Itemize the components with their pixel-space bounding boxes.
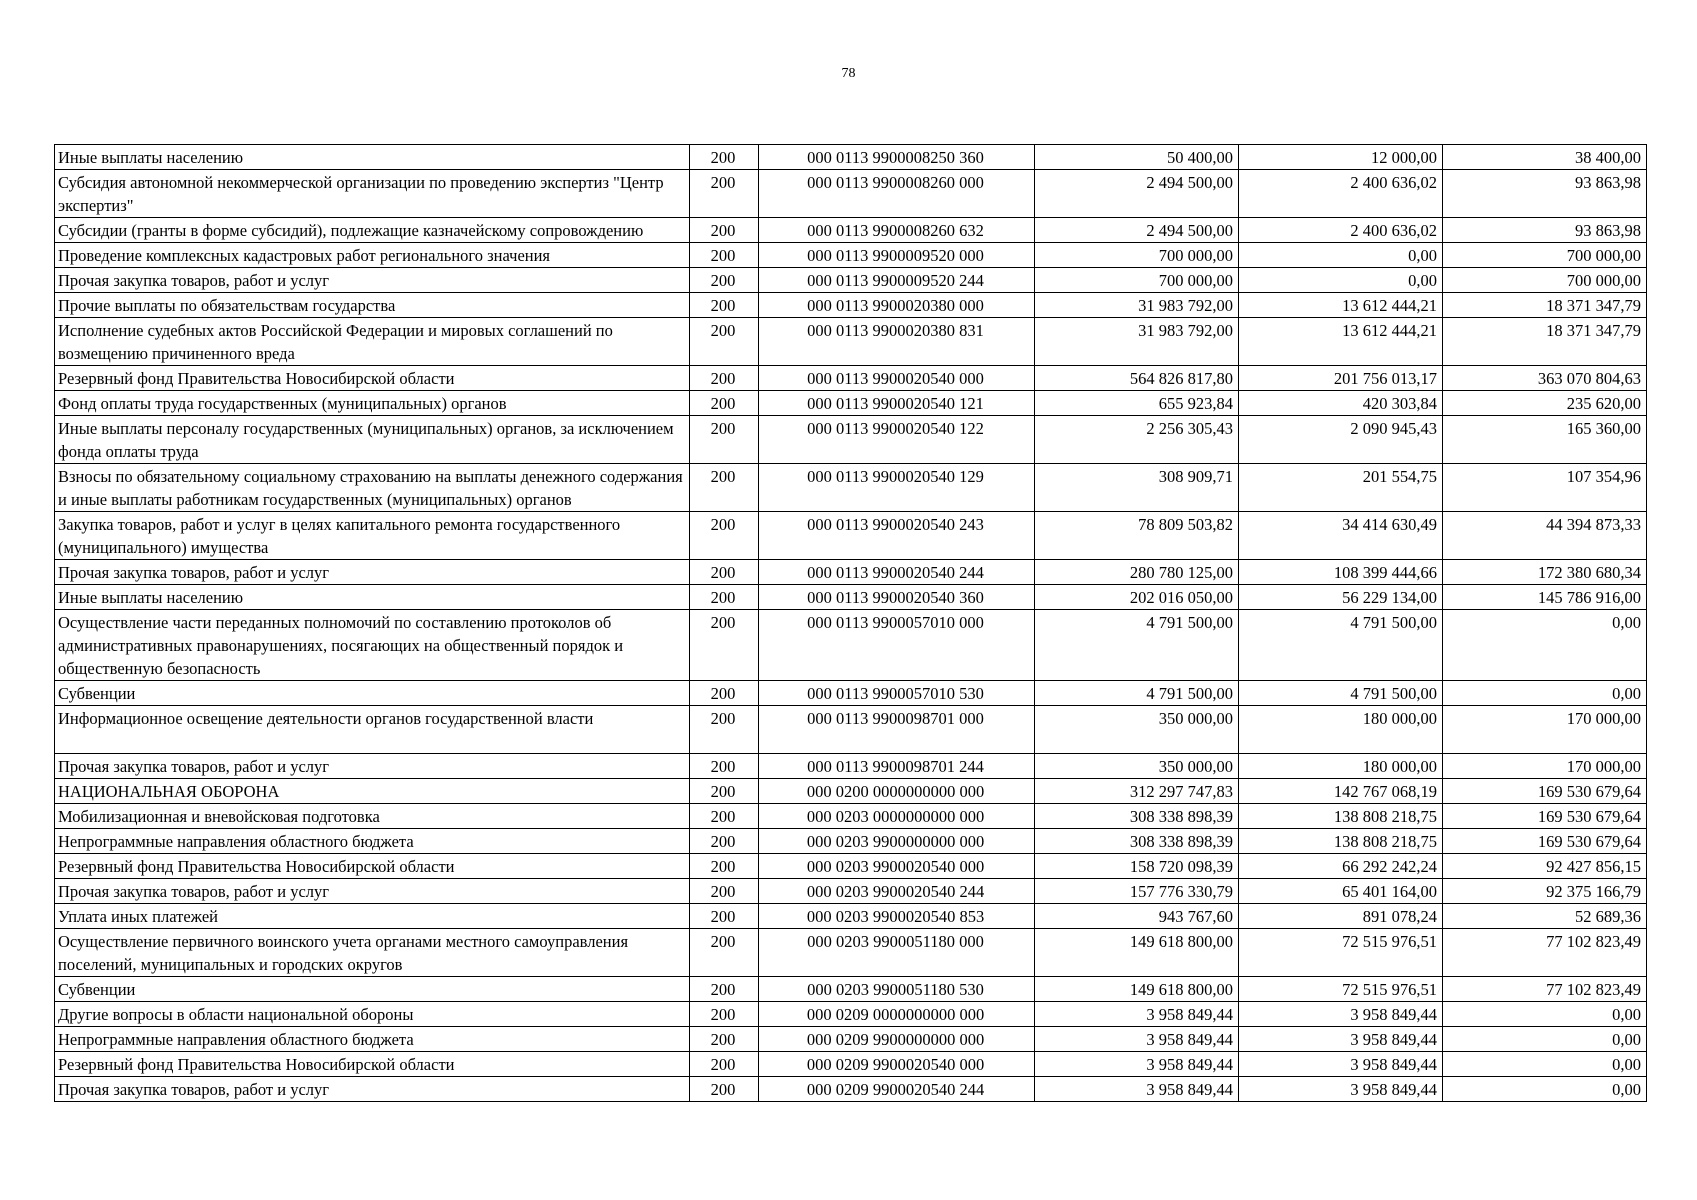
table-row — [55, 929, 1647, 977]
cell-budget-classification: 000 0209 9900000000 000 — [759, 1027, 1035, 1052]
cell-code: 200 — [690, 779, 759, 804]
cell-budget-classification: 000 0113 9900057010 000 — [759, 610, 1035, 681]
cell-budget-classification: 000 0203 0000000000 000 — [759, 804, 1035, 829]
cell-budget-classification: 000 0113 9900009520 244 — [759, 268, 1035, 293]
cell-executed: 2 090 945,43 — [1239, 416, 1443, 464]
cell-name: Прочие выплаты по обязательствам государства — [55, 293, 690, 318]
cell-name: Субсидии (гранты в форме субсидий), подлежащие казначейскому сопровождению — [55, 218, 690, 243]
cell-unexecuted: 700 000,00 — [1443, 243, 1647, 268]
table-row — [55, 512, 1647, 560]
cell-code: 200 — [690, 464, 759, 512]
cell-executed: 65 401 164,00 — [1239, 879, 1443, 904]
cell-name: Фонд оплаты труда государственных (муниципальных) органов — [55, 391, 690, 416]
cell-executed: 142 767 068,19 — [1239, 779, 1443, 804]
cell-unexecuted: 0,00 — [1443, 1077, 1647, 1102]
table-row — [55, 293, 1647, 318]
cell-unexecuted: 145 786 916,00 — [1443, 585, 1647, 610]
cell-code: 200 — [690, 391, 759, 416]
cell-budget-classification: 000 0203 9900051180 530 — [759, 977, 1035, 1002]
cell-budget-classification: 000 0203 9900000000 000 — [759, 829, 1035, 854]
cell-approved: 31 983 792,00 — [1035, 293, 1239, 318]
table-row — [55, 391, 1647, 416]
cell-code: 200 — [690, 585, 759, 610]
cell-name: Прочая закупка товаров, работ и услуг — [55, 560, 690, 585]
cell-executed: 3 958 849,44 — [1239, 1027, 1443, 1052]
table-row — [55, 754, 1647, 779]
cell-approved: 157 776 330,79 — [1035, 879, 1239, 904]
table-row — [55, 706, 1647, 754]
cell-code: 200 — [690, 706, 759, 754]
cell-name: Прочая закупка товаров, работ и услуг — [55, 879, 690, 904]
cell-approved: 943 767,60 — [1035, 904, 1239, 929]
cell-code: 200 — [690, 268, 759, 293]
cell-approved: 149 618 800,00 — [1035, 929, 1239, 977]
cell-unexecuted: 0,00 — [1443, 681, 1647, 706]
cell-executed: 420 303,84 — [1239, 391, 1443, 416]
cell-approved: 312 297 747,83 — [1035, 779, 1239, 804]
table-row — [55, 977, 1647, 1002]
cell-code: 200 — [690, 145, 759, 170]
table-row — [55, 1077, 1647, 1102]
cell-executed: 12 000,00 — [1239, 145, 1443, 170]
cell-approved: 564 826 817,80 — [1035, 366, 1239, 391]
cell-unexecuted: 169 530 679,64 — [1443, 779, 1647, 804]
cell-unexecuted: 38 400,00 — [1443, 145, 1647, 170]
cell-code: 200 — [690, 170, 759, 218]
cell-approved: 31 983 792,00 — [1035, 318, 1239, 366]
table-row — [55, 829, 1647, 854]
cell-approved: 2 494 500,00 — [1035, 218, 1239, 243]
cell-executed: 3 958 849,44 — [1239, 1002, 1443, 1027]
cell-unexecuted: 18 371 347,79 — [1443, 318, 1647, 366]
cell-unexecuted: 52 689,36 — [1443, 904, 1647, 929]
cell-budget-classification: 000 0113 9900057010 530 — [759, 681, 1035, 706]
cell-approved: 3 958 849,44 — [1035, 1002, 1239, 1027]
cell-budget-classification: 000 0113 9900098701 000 — [759, 706, 1035, 754]
cell-executed: 34 414 630,49 — [1239, 512, 1443, 560]
cell-unexecuted: 235 620,00 — [1443, 391, 1647, 416]
cell-code: 200 — [690, 293, 759, 318]
cell-approved: 350 000,00 — [1035, 706, 1239, 754]
cell-code: 200 — [690, 218, 759, 243]
cell-code: 200 — [690, 977, 759, 1002]
table-row — [55, 585, 1647, 610]
cell-approved: 700 000,00 — [1035, 243, 1239, 268]
cell-executed: 3 958 849,44 — [1239, 1052, 1443, 1077]
cell-code: 200 — [690, 829, 759, 854]
cell-executed: 13 612 444,21 — [1239, 318, 1443, 366]
cell-approved: 280 780 125,00 — [1035, 560, 1239, 585]
cell-name: Мобилизационная и вневойсковая подготовка — [55, 804, 690, 829]
cell-code: 200 — [690, 318, 759, 366]
cell-unexecuted: 170 000,00 — [1443, 706, 1647, 754]
cell-executed: 138 808 218,75 — [1239, 829, 1443, 854]
table-row — [55, 416, 1647, 464]
cell-executed: 0,00 — [1239, 268, 1443, 293]
cell-code: 200 — [690, 416, 759, 464]
cell-unexecuted: 92 375 166,79 — [1443, 879, 1647, 904]
cell-executed: 891 078,24 — [1239, 904, 1443, 929]
table-row — [55, 1027, 1647, 1052]
cell-unexecuted: 363 070 804,63 — [1443, 366, 1647, 391]
cell-approved: 158 720 098,39 — [1035, 854, 1239, 879]
cell-budget-classification: 000 0209 9900020540 244 — [759, 1077, 1035, 1102]
cell-code: 200 — [690, 560, 759, 585]
cell-unexecuted: 77 102 823,49 — [1443, 977, 1647, 1002]
cell-name: НАЦИОНАЛЬНАЯ ОБОРОНА — [55, 779, 690, 804]
cell-unexecuted: 165 360,00 — [1443, 416, 1647, 464]
cell-budget-classification: 000 0203 9900051180 000 — [759, 929, 1035, 977]
table-row — [55, 218, 1647, 243]
cell-executed: 201 756 013,17 — [1239, 366, 1443, 391]
cell-executed: 13 612 444,21 — [1239, 293, 1443, 318]
cell-budget-classification: 000 0113 9900008260 632 — [759, 218, 1035, 243]
cell-name: Исполнение судебных актов Российской Федерации и мировых соглашений по возмещению причиненного вреда — [55, 318, 690, 366]
cell-name: Прочая закупка товаров, работ и услуг — [55, 1077, 690, 1102]
cell-name: Прочая закупка товаров, работ и услуг — [55, 754, 690, 779]
cell-executed: 138 808 218,75 — [1239, 804, 1443, 829]
cell-budget-classification: 000 0203 9900020540 853 — [759, 904, 1035, 929]
cell-name: Осуществление части переданных полномочий по составлению протоколов об административных правонарушениях, посягающих на общественный порядок и общественную безопасность — [55, 610, 690, 681]
table-row — [55, 170, 1647, 218]
cell-approved: 4 791 500,00 — [1035, 610, 1239, 681]
cell-unexecuted: 700 000,00 — [1443, 268, 1647, 293]
page-number: 78 — [841, 66, 856, 81]
cell-code: 200 — [690, 1052, 759, 1077]
cell-name: Информационное освещение деятельности органов государственной власти — [55, 706, 690, 754]
cell-budget-classification: 000 0113 9900008260 000 — [759, 170, 1035, 218]
cell-budget-classification: 000 0209 9900020540 000 — [759, 1052, 1035, 1077]
cell-name: Иные выплаты населению — [55, 145, 690, 170]
table-body — [55, 145, 1647, 1102]
cell-code: 200 — [690, 804, 759, 829]
cell-approved: 700 000,00 — [1035, 268, 1239, 293]
cell-budget-classification: 000 0113 9900020380 831 — [759, 318, 1035, 366]
cell-name: Иные выплаты населению — [55, 585, 690, 610]
table-row — [55, 464, 1647, 512]
cell-executed: 2 400 636,02 — [1239, 218, 1443, 243]
cell-budget-classification: 000 0113 9900098701 244 — [759, 754, 1035, 779]
cell-executed: 0,00 — [1239, 243, 1443, 268]
cell-approved: 308 909,71 — [1035, 464, 1239, 512]
table-row — [55, 904, 1647, 929]
cell-executed: 2 400 636,02 — [1239, 170, 1443, 218]
cell-budget-classification: 000 0113 9900020380 000 — [759, 293, 1035, 318]
table-row — [55, 854, 1647, 879]
cell-approved: 3 958 849,44 — [1035, 1052, 1239, 1077]
table-row — [55, 268, 1647, 293]
cell-name: Субвенции — [55, 977, 690, 1002]
cell-approved: 308 338 898,39 — [1035, 829, 1239, 854]
cell-name: Осуществление первичного воинского учета органами местного самоуправления поселений, муниципальных и городских округов — [55, 929, 690, 977]
cell-executed: 66 292 242,24 — [1239, 854, 1443, 879]
cell-unexecuted: 44 394 873,33 — [1443, 512, 1647, 560]
cell-name: Проведение комплексных кадастровых работ регионального значения — [55, 243, 690, 268]
table-row — [55, 318, 1647, 366]
cell-code: 200 — [690, 904, 759, 929]
cell-unexecuted: 93 863,98 — [1443, 170, 1647, 218]
cell-code: 200 — [690, 1077, 759, 1102]
cell-executed: 56 229 134,00 — [1239, 585, 1443, 610]
cell-code: 200 — [690, 512, 759, 560]
table-row — [55, 145, 1647, 170]
cell-code: 200 — [690, 929, 759, 977]
cell-budget-classification: 000 0113 9900020540 129 — [759, 464, 1035, 512]
cell-code: 200 — [690, 1027, 759, 1052]
cell-unexecuted: 0,00 — [1443, 1027, 1647, 1052]
cell-executed: 4 791 500,00 — [1239, 681, 1443, 706]
cell-unexecuted: 107 354,96 — [1443, 464, 1647, 512]
cell-approved: 2 494 500,00 — [1035, 170, 1239, 218]
cell-executed: 108 399 444,66 — [1239, 560, 1443, 585]
table-row — [55, 879, 1647, 904]
cell-budget-classification: 000 0209 0000000000 000 — [759, 1002, 1035, 1027]
cell-unexecuted: 0,00 — [1443, 1052, 1647, 1077]
table-row — [55, 1052, 1647, 1077]
cell-budget-classification: 000 0200 0000000000 000 — [759, 779, 1035, 804]
cell-unexecuted: 170 000,00 — [1443, 754, 1647, 779]
table-row — [55, 560, 1647, 585]
cell-approved: 50 400,00 — [1035, 145, 1239, 170]
cell-budget-classification: 000 0203 9900020540 244 — [759, 879, 1035, 904]
cell-budget-classification: 000 0113 9900020540 360 — [759, 585, 1035, 610]
cell-approved: 2 256 305,43 — [1035, 416, 1239, 464]
table-row — [55, 610, 1647, 681]
cell-budget-classification: 000 0113 9900020540 243 — [759, 512, 1035, 560]
table-row — [55, 1002, 1647, 1027]
cell-name: Прочая закупка товаров, работ и услуг — [55, 268, 690, 293]
table-row — [55, 681, 1647, 706]
cell-approved: 3 958 849,44 — [1035, 1027, 1239, 1052]
cell-unexecuted: 77 102 823,49 — [1443, 929, 1647, 977]
cell-approved: 202 016 050,00 — [1035, 585, 1239, 610]
cell-executed: 72 515 976,51 — [1239, 977, 1443, 1002]
table-row — [55, 779, 1647, 804]
cell-unexecuted: 169 530 679,64 — [1443, 804, 1647, 829]
cell-executed: 180 000,00 — [1239, 706, 1443, 754]
cell-name: Взносы по обязательному социальному страхованию на выплаты денежного содержания и иные выплаты работникам государственных (муниципальных) органов — [55, 464, 690, 512]
cell-name: Резервный фонд Правительства Новосибирской области — [55, 366, 690, 391]
budget-execution-table — [54, 144, 1647, 1102]
cell-executed: 180 000,00 — [1239, 754, 1443, 779]
cell-unexecuted: 0,00 — [1443, 610, 1647, 681]
table-row — [55, 804, 1647, 829]
cell-executed: 4 791 500,00 — [1239, 610, 1443, 681]
cell-name: Резервный фонд Правительства Новосибирской области — [55, 854, 690, 879]
cell-code: 200 — [690, 1002, 759, 1027]
cell-approved: 655 923,84 — [1035, 391, 1239, 416]
cell-name: Субвенции — [55, 681, 690, 706]
cell-code: 200 — [690, 243, 759, 268]
cell-code: 200 — [690, 879, 759, 904]
cell-name: Резервный фонд Правительства Новосибирской области — [55, 1052, 690, 1077]
cell-executed: 3 958 849,44 — [1239, 1077, 1443, 1102]
cell-unexecuted: 18 371 347,79 — [1443, 293, 1647, 318]
cell-code: 200 — [690, 854, 759, 879]
cell-code: 200 — [690, 610, 759, 681]
cell-approved: 149 618 800,00 — [1035, 977, 1239, 1002]
cell-budget-classification: 000 0113 9900020540 121 — [759, 391, 1035, 416]
cell-name: Закупка товаров, работ и услуг в целях капитального ремонта государственного (муниципального) имущества — [55, 512, 690, 560]
cell-unexecuted: 0,00 — [1443, 1002, 1647, 1027]
cell-approved: 4 791 500,00 — [1035, 681, 1239, 706]
cell-executed: 201 554,75 — [1239, 464, 1443, 512]
cell-approved: 78 809 503,82 — [1035, 512, 1239, 560]
cell-name: Иные выплаты персоналу государственных (муниципальных) органов, за исключением фонда оплаты труда — [55, 416, 690, 464]
table-row — [55, 243, 1647, 268]
cell-unexecuted: 93 863,98 — [1443, 218, 1647, 243]
cell-executed: 72 515 976,51 — [1239, 929, 1443, 977]
cell-unexecuted: 169 530 679,64 — [1443, 829, 1647, 854]
cell-approved: 3 958 849,44 — [1035, 1077, 1239, 1102]
cell-name: Уплата иных платежей — [55, 904, 690, 929]
cell-budget-classification: 000 0113 9900008250 360 — [759, 145, 1035, 170]
cell-code: 200 — [690, 754, 759, 779]
cell-name: Непрограммные направления областного бюджета — [55, 1027, 690, 1052]
cell-approved: 350 000,00 — [1035, 754, 1239, 779]
cell-budget-classification: 000 0113 9900020540 122 — [759, 416, 1035, 464]
cell-budget-classification: 000 0203 9900020540 000 — [759, 854, 1035, 879]
cell-budget-classification: 000 0113 9900009520 000 — [759, 243, 1035, 268]
cell-code: 200 — [690, 366, 759, 391]
cell-code: 200 — [690, 681, 759, 706]
cell-budget-classification: 000 0113 9900020540 244 — [759, 560, 1035, 585]
cell-unexecuted: 92 427 856,15 — [1443, 854, 1647, 879]
cell-name: Непрограммные направления областного бюджета — [55, 829, 690, 854]
cell-approved: 308 338 898,39 — [1035, 804, 1239, 829]
cell-budget-classification: 000 0113 9900020540 000 — [759, 366, 1035, 391]
table-row — [55, 366, 1647, 391]
cell-name: Другие вопросы в области национальной обороны — [55, 1002, 690, 1027]
cell-unexecuted: 172 380 680,34 — [1443, 560, 1647, 585]
cell-name: Субсидия автономной некоммерческой организации по проведению экспертиз "Центр экспертиз" — [55, 170, 690, 218]
